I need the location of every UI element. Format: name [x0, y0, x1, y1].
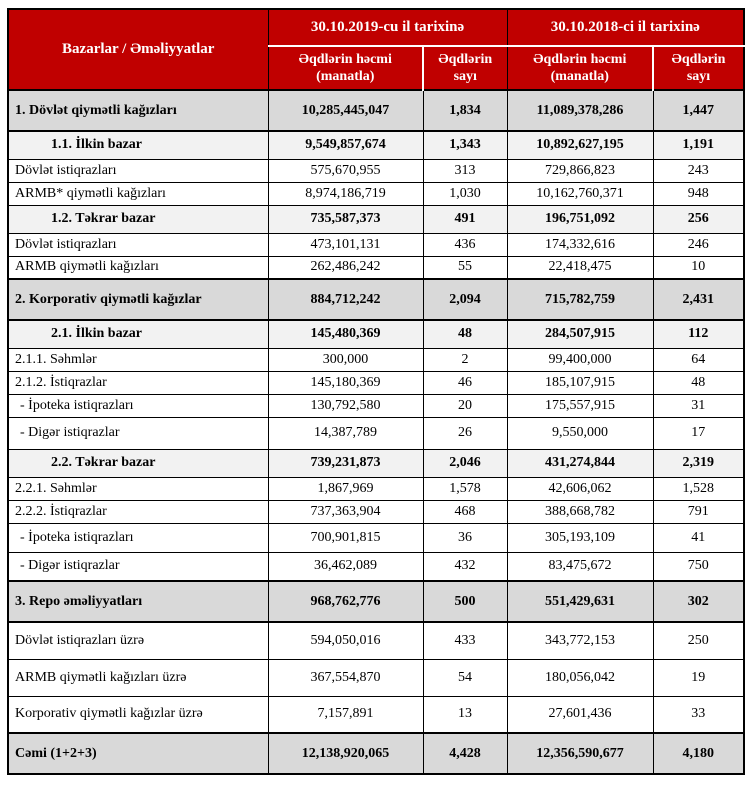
cell-volume-2018: 27,601,436 [507, 696, 653, 733]
cell-count-2019: 2,094 [423, 279, 507, 320]
cell-volume-2019: 10,285,445,047 [268, 90, 423, 131]
cell-count-2019: 4,428 [423, 733, 507, 774]
cell-volume-2018: 343,772,153 [507, 622, 653, 659]
cell-count-2018: 246 [653, 233, 744, 256]
cell-count-2019: 36 [423, 523, 507, 552]
cell-volume-2018: 10,162,760,371 [507, 182, 653, 205]
table-row [8, 159, 744, 182]
cell-count-2019: 1,578 [423, 477, 507, 500]
cell-volume-2019: 737,363,904 [268, 500, 423, 523]
row-label: ARMB qiymətli kağızları [8, 256, 268, 279]
cell-count-2018: 791 [653, 500, 744, 523]
cell-count-2019: 48 [423, 320, 507, 348]
cell-count-2019: 468 [423, 500, 507, 523]
table-row [8, 279, 744, 320]
row-label: 2.2.1. Səhmlər [8, 477, 268, 500]
cell-count-2018: 948 [653, 182, 744, 205]
table-row [8, 477, 744, 500]
subheader-volume-2018: Əqdlərin həcmi (manatla) [507, 46, 653, 90]
cell-volume-2019: 700,901,815 [268, 523, 423, 552]
column-group-2018: 30.10.2018-ci il tarixinə [507, 9, 744, 46]
cell-count-2018: 1,447 [653, 90, 744, 131]
cell-count-2019: 20 [423, 394, 507, 417]
cell-volume-2019: 884,712,242 [268, 279, 423, 320]
cell-count-2018: 2,431 [653, 279, 744, 320]
cell-count-2019: 436 [423, 233, 507, 256]
cell-volume-2018: 175,557,915 [507, 394, 653, 417]
cell-volume-2019: 735,587,373 [268, 205, 423, 233]
cell-count-2019: 432 [423, 552, 507, 581]
cell-volume-2018: 729,866,823 [507, 159, 653, 182]
cell-count-2018: 112 [653, 320, 744, 348]
row-label: ARMB* qiymətli kağızları [8, 182, 268, 205]
cell-count-2018: 19 [653, 659, 744, 696]
cell-count-2019: 491 [423, 205, 507, 233]
cell-volume-2018: 185,107,915 [507, 371, 653, 394]
cell-volume-2019: 1,867,969 [268, 477, 423, 500]
cell-volume-2019: 739,231,873 [268, 449, 423, 477]
cell-count-2019: 26 [423, 417, 507, 449]
cell-volume-2018: 42,606,062 [507, 477, 653, 500]
cell-volume-2019: 14,387,789 [268, 417, 423, 449]
corner-header-markets-operations: Bazarlar / Əməliyyatlar [8, 9, 268, 90]
cell-count-2018: 48 [653, 371, 744, 394]
cell-count-2018: 41 [653, 523, 744, 552]
table-row [8, 182, 744, 205]
cell-count-2019: 500 [423, 581, 507, 622]
row-label: 2.2.2. İstiqrazlar [8, 500, 268, 523]
cell-volume-2018: 551,429,631 [507, 581, 653, 622]
cell-volume-2018: 22,418,475 [507, 256, 653, 279]
table-row [8, 348, 744, 371]
cell-count-2019: 313 [423, 159, 507, 182]
cell-volume-2019: 7,157,891 [268, 696, 423, 733]
cell-count-2019: 46 [423, 371, 507, 394]
row-label: Dövlət istiqrazları [8, 233, 268, 256]
row-label: - Digər istiqrazlar [8, 417, 268, 449]
row-label: - İpoteka istiqrazları [8, 394, 268, 417]
cell-count-2018: 302 [653, 581, 744, 622]
cell-count-2018: 17 [653, 417, 744, 449]
cell-count-2018: 64 [653, 348, 744, 371]
table-row [8, 256, 744, 279]
row-label: 3. Repo əməliyyatları [8, 581, 268, 622]
cell-count-2018: 243 [653, 159, 744, 182]
cell-count-2018: 750 [653, 552, 744, 581]
cell-volume-2018: 10,892,627,195 [507, 131, 653, 159]
cell-count-2018: 2,319 [653, 449, 744, 477]
securities-market-table [7, 8, 745, 775]
cell-volume-2019: 594,050,016 [268, 622, 423, 659]
row-label: Cəmi (1+2+3) [8, 733, 268, 774]
cell-volume-2018: 9,550,000 [507, 417, 653, 449]
cell-volume-2018: 196,751,092 [507, 205, 653, 233]
row-label: 2.1.1. Səhmlər [8, 348, 268, 371]
table-row [8, 622, 744, 659]
cell-volume-2019: 367,554,870 [268, 659, 423, 696]
row-label: - İpoteka istiqrazları [8, 523, 268, 552]
table-row [8, 320, 744, 348]
cell-volume-2018: 99,400,000 [507, 348, 653, 371]
cell-count-2019: 2 [423, 348, 507, 371]
cell-count-2018: 33 [653, 696, 744, 733]
cell-count-2018: 250 [653, 622, 744, 659]
row-label: 2. Korporativ qiymətli kağızlar [8, 279, 268, 320]
cell-volume-2018: 12,356,590,677 [507, 733, 653, 774]
table-row [8, 205, 744, 233]
subheader-count-2018: Əqdlərin sayı [653, 46, 744, 90]
cell-count-2019: 1,343 [423, 131, 507, 159]
cell-volume-2019: 8,974,186,719 [268, 182, 423, 205]
cell-volume-2018: 715,782,759 [507, 279, 653, 320]
table-row [8, 523, 744, 552]
row-label: ARMB qiymətli kağızları üzrə [8, 659, 268, 696]
cell-count-2019: 54 [423, 659, 507, 696]
cell-volume-2019: 575,670,955 [268, 159, 423, 182]
table-header [8, 9, 744, 90]
cell-volume-2019: 145,180,369 [268, 371, 423, 394]
cell-volume-2018: 11,089,378,286 [507, 90, 653, 131]
table-row [8, 90, 744, 131]
table-row [8, 581, 744, 622]
cell-count-2019: 2,046 [423, 449, 507, 477]
row-label: - Digər istiqrazlar [8, 552, 268, 581]
cell-volume-2019: 300,000 [268, 348, 423, 371]
cell-volume-2019: 12,138,920,065 [268, 733, 423, 774]
row-label: 2.2. Təkrar bazar [8, 449, 268, 477]
table-row [8, 371, 744, 394]
table-row [8, 449, 744, 477]
column-group-2019: 30.10.2019-cu il tarixinə [268, 9, 507, 46]
cell-volume-2018: 431,274,844 [507, 449, 653, 477]
cell-volume-2018: 180,056,042 [507, 659, 653, 696]
cell-count-2018: 256 [653, 205, 744, 233]
table-row [8, 131, 744, 159]
cell-count-2019: 433 [423, 622, 507, 659]
subheader-volume-2019: Əqdlərin həcmi (manatla) [268, 46, 423, 90]
cell-volume-2019: 262,486,242 [268, 256, 423, 279]
row-label: Dövlət istiqrazları [8, 159, 268, 182]
cell-volume-2018: 83,475,672 [507, 552, 653, 581]
table-row [8, 394, 744, 417]
cell-count-2019: 13 [423, 696, 507, 733]
cell-volume-2019: 473,101,131 [268, 233, 423, 256]
cell-count-2018: 1,191 [653, 131, 744, 159]
cell-volume-2019: 130,792,580 [268, 394, 423, 417]
cell-volume-2019: 145,480,369 [268, 320, 423, 348]
cell-volume-2018: 174,332,616 [507, 233, 653, 256]
cell-count-2018: 10 [653, 256, 744, 279]
table-row [8, 500, 744, 523]
row-label: Korporativ qiymətli kağızlar üzrə [8, 696, 268, 733]
cell-count-2018: 1,528 [653, 477, 744, 500]
table-row [8, 733, 744, 774]
table-body [8, 90, 744, 774]
cell-volume-2019: 36,462,089 [268, 552, 423, 581]
subheader-count-2019: Əqdlərin sayı [423, 46, 507, 90]
row-label: 2.1. İlkin bazar [8, 320, 268, 348]
cell-volume-2019: 968,762,776 [268, 581, 423, 622]
cell-volume-2019: 9,549,857,674 [268, 131, 423, 159]
table-row [8, 696, 744, 733]
row-label: Dövlət istiqrazları üzrə [8, 622, 268, 659]
table-row [8, 417, 744, 449]
row-label: 2.1.2. İstiqrazlar [8, 371, 268, 394]
row-label: 1.2. Təkrar bazar [8, 205, 268, 233]
cell-count-2019: 1,030 [423, 182, 507, 205]
cell-volume-2018: 305,193,109 [507, 523, 653, 552]
cell-volume-2018: 284,507,915 [507, 320, 653, 348]
cell-volume-2018: 388,668,782 [507, 500, 653, 523]
row-label: 1. Dövlət qiymətli kağızları [8, 90, 268, 131]
row-label: 1.1. İlkin bazar [8, 131, 268, 159]
cell-count-2018: 31 [653, 394, 744, 417]
table-row [8, 552, 744, 581]
cell-count-2019: 1,834 [423, 90, 507, 131]
table-row [8, 233, 744, 256]
cell-count-2019: 55 [423, 256, 507, 279]
cell-count-2018: 4,180 [653, 733, 744, 774]
table-row [8, 659, 744, 696]
header-group-row [8, 9, 744, 46]
